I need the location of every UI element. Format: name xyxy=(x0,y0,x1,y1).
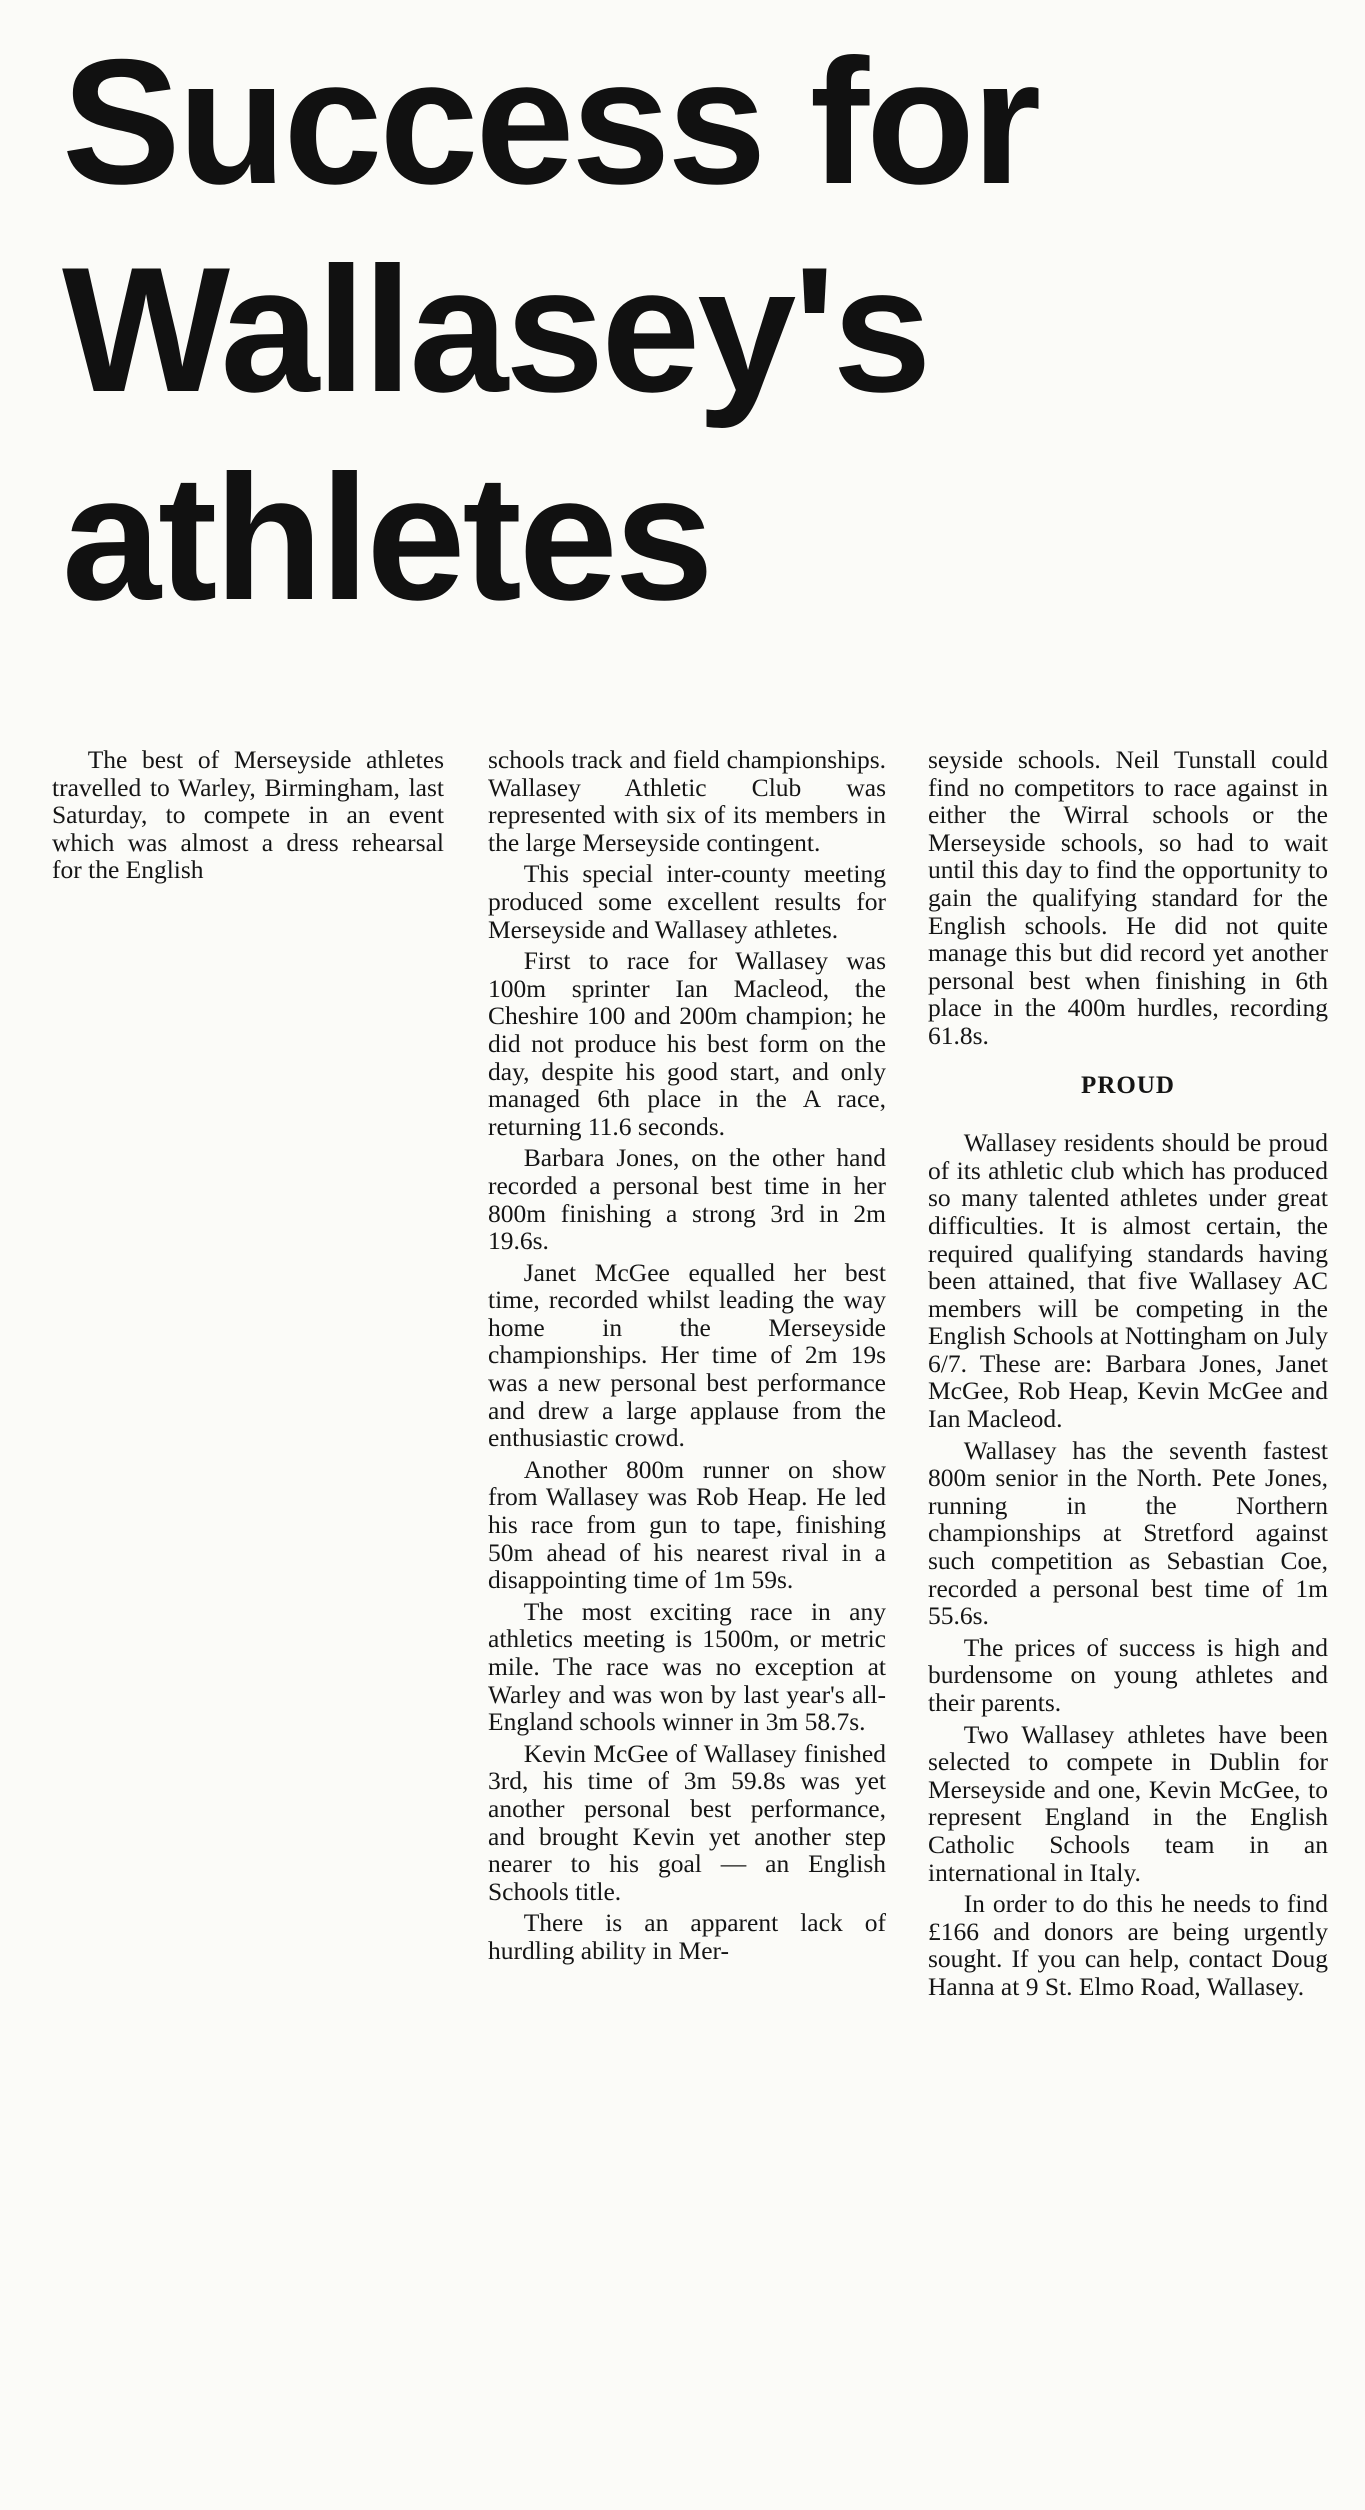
paragraph: schools track and field championships. Wallasey Athletic Club was represented with six of its members in the large Merseyside contingent. xyxy=(488,745,886,857)
paragraph: Kevin McGee of Wallasey finished 3rd, his time of 3m 59.8s was yet another personal best performance, and brought Kevin yet another step nearer to his goal — an English Schools title. xyxy=(488,1738,886,1906)
paragraph: Another 800m runner on show from Wallasey was Rob Heap. He led his race from gun to tape, finishing 50m ahead of his nearest rival in a disappointing time of 1m 59s. xyxy=(488,1454,886,1595)
paragraph: The most exciting race in any athletics meeting is 1500m, or metric mile. The race was no exception at Warley and was won by last year's all-England schools winner in 3m 58.7s. xyxy=(488,1596,886,1737)
paragraph: Wallasey residents should be proud of its athletic club which has produced so many talented athletes under great difficulties. It is almost certain, the required qualifying standards having been attained, that five Wallasey AC members will be competing in the English Schools at Nottingham on July 6/7. These are: Barbara Jones, Janet McGee, Rob Heap, Kevin McGee and Ian Macleod. xyxy=(928,1128,1328,1434)
article-column-1 xyxy=(52,746,444,884)
article-column-3 xyxy=(928,746,1328,2001)
paragraph: Two Wallasey athletes have been selected to compete in Dublin for Merseyside and one, Kevin McGee, to represent England in the English Catholic Schools team in an international in Italy. xyxy=(928,1719,1328,1887)
paragraph: There is an apparent lack of hurdling ability in Mer- xyxy=(488,1908,886,1965)
headline-line-3: athletes xyxy=(62,438,711,637)
headline xyxy=(62,18,1302,642)
paragraph: Wallasey has the seventh fastest 800m senior in the North. Pete Jones, running in the Northern championships at Stretford against such competition as Sebastian Coe, recorded a personal best time of 1m 55.6s. xyxy=(928,1435,1328,1631)
paragraph: First to race for Wallasey was 100m sprinter Ian Macleod, the Cheshire 100 and 200m champion; he did not produce his best form on the day, despite his good start, and only managed 6th place in the A race, returning 11.6 seconds. xyxy=(488,946,886,1141)
paragraph: Barbara Jones, on the other hand recorded a personal best time in her 800m finishing a strong 3rd in 2m 19.6s. xyxy=(488,1143,886,1256)
paragraph: This special inter-county meeting produced some excellent results for Merseyside and Wallasey athletes. xyxy=(488,859,886,944)
article-column-2 xyxy=(488,746,886,1965)
paragraph: The prices of success is high and burdensome on young athletes and their parents. xyxy=(928,1632,1328,1717)
paragraph: The best of Merseyside athletes travelled to Warley, Birmingham, last Saturday, to compete in an event which was almost a dress rehearsal for the English xyxy=(52,745,444,885)
paragraph: In order to do this he needs to find £166 and donors are being urgently sought. If you can help, contact Doug Hanna at 9 St. Elmo Road, Wallasey. xyxy=(928,1889,1328,2001)
headline-line-2: Wallasey's xyxy=(62,230,929,429)
headline-line-1: Success for xyxy=(62,22,1039,221)
paragraph: seyside schools. Neil Tunstall could find no competitors to race against in either the Wirral schools or the Merseyside schools, so had to wait until this day to find the opportunity to gain the qualifying standard for the English schools. He did not quite manage this but did record yet another personal best when finishing in 6th place in the 400m hurdles, recording 61.8s. xyxy=(928,745,1328,1050)
subheading: PROUD xyxy=(1081,1071,1175,1099)
paragraph: Janet McGee equalled her best time, recorded whilst leading the way home in the Merseyside championships. Her time of 2m 19s was a new personal best performance and drew a large applause from the enthusiastic crowd. xyxy=(488,1257,886,1453)
